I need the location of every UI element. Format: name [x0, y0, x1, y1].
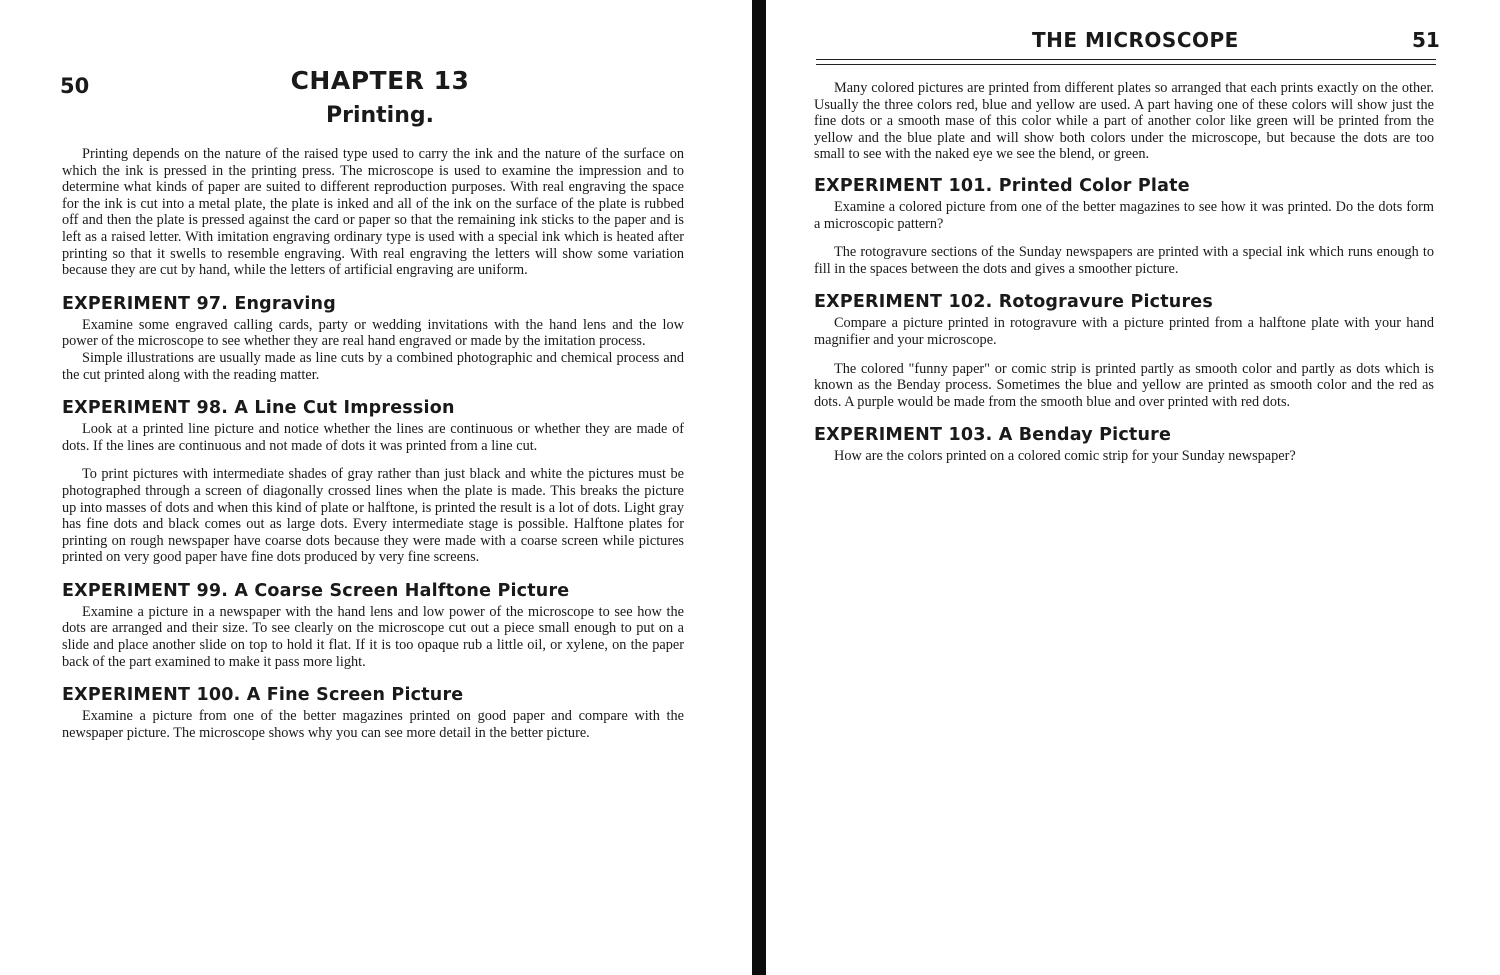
- experiment-103-text: How are the colors printed on a colored comic strip for your Sunday newspaper?: [834, 448, 1296, 465]
- experiment-99-text: Examine a picture in a newspaper with the hand lens and low power of the microscope to see how the dots are arranged and their size. To see clearly on the microscope cut out a piece small enough to put on a slide and place another slide on top to hold it flat. If it is too opaque rub a little oil, or xylene, on the paper back of the part examined to make it pass more light.: [62, 603, 684, 670]
- experiment-101-text: Examine a colored picture from one of the better magazines to see how it was printed. Do the dots form a microscopic pattern?: [814, 198, 1434, 232]
- experiment-102-heading: EXPERIMENT 102. Rotogravure Pictures: [814, 292, 1213, 313]
- page-number-right: 51: [1412, 28, 1440, 52]
- header-rule-top: [816, 59, 1436, 60]
- benday-paragraph: The colored "funny paper" or comic strip is printed partly as smooth color and partly as dots which is known as the Benday process. Sometimes the blue and yellow are printed as smooth color and the red as dots. A purple would be made from the smooth blue and over printed with red dots.: [814, 360, 1434, 410]
- experiment-100-heading: EXPERIMENT 100. A Fine Screen Picture: [62, 685, 464, 706]
- right-page: [766, 0, 1500, 975]
- experiment-101-heading: EXPERIMENT 101. Printed Color Plate: [814, 175, 1190, 196]
- experiment-98-text: Look at a printed line picture and notice whether the lines are continuous or whether they are made of dots. If the lines are continuous and not made of dots it was printed from a line cut.: [62, 421, 684, 454]
- experiment-99-heading: EXPERIMENT 99. A Coarse Screen Halftone Picture: [62, 580, 570, 601]
- page-number-left: 50: [60, 74, 90, 98]
- left-text-column: [62, 146, 684, 741]
- header-rule-bottom: [816, 64, 1436, 65]
- experiment-100-text: Examine a picture from one of the better magazines printed on good paper and compare with the newspaper picture. The microscope shows why you can see more detail in the better picture.: [62, 708, 684, 741]
- chapter-title: CHAPTER 13: [290, 66, 470, 95]
- experiment-97-note: Simple illustrations are usually made as line cuts by a combined photographic and chemical process and the cut printed along with the reading matter.: [62, 349, 684, 383]
- color-plates-paragraph: Many colored pictures are printed from different plates so arranged that each prints exactly on the other. Usually the three colors red, blue and yellow are used. A part having one of these colors will show just the fine dots or a smooth mase of this color while a part of another color like green will be printed from the yellow and the blue plate and will show both colors under the microscope, but because the dots are too small to see with the naked eye we see the blend, or green.: [814, 80, 1434, 163]
- experiment-103-heading: EXPERIMENT 103. A Benday Picture: [814, 425, 1172, 446]
- chapter-subtitle: Printing.: [325, 103, 434, 128]
- experiment-98-heading: EXPERIMENT 98. A Line Cut Impression: [62, 398, 455, 419]
- experiment-102-text: Compare a picture printed in rotogravure with a picture printed from a halftone plate with your hand magnifier and your microscope.: [814, 315, 1434, 348]
- book-gutter: [752, 0, 766, 975]
- experiment-97-heading: EXPERIMENT 97. Engraving: [62, 293, 336, 314]
- experiment-97-text: Examine some engraved calling cards, party or wedding invitations with the hand lens and the low power of the microscope to see whether they are real hand engraved or made by the imitation process.: [62, 316, 684, 350]
- running-head: THE MICROSCOPE: [1032, 28, 1239, 52]
- rotogravure-paragraph: The rotogravure sections of the Sunday newspapers are printed with a special ink which runs enough to fill in the spaces between the dots and gives a smoother picture.: [814, 244, 1434, 277]
- right-text-column: [814, 80, 1434, 465]
- halftone-paragraph: To print pictures with intermediate shades of gray rather than just black and white the pictures must be photographed through a screen of diagonally crossed lines when the plate is made. This breaks the picture up into masses of dots and when this kind of plate or halftone, is printed the result is a lot of dots. Light gray has fine dots and black comes out as large dots. Every intermediate stage is possible. Halftone plates for printing on rough newspaper have coarse dots because they were made with a coarse screen while pictures printed on very good paper have fine dots produced by very fine screens.: [62, 466, 684, 566]
- intro-paragraph: Printing depends on the nature of the raised type used to carry the ink and the nature of the surface on which the ink is pressed in the printing press. The microscope is used to examine the impression and to determine what kinds of paper are suited to different reproduction purposes. With real engraving the space for the ink is cut into a metal plate, the plate is inked and all of the ink on the surface of the plate is rubbed off and then the plate is pressed against the card or paper so that the remaining ink sticks to the paper and is left as a raised letter. With imitation engraving ordinary type is used with a special ink which is heated after printing so that it swells to resemble engraving. With real engraving the letters will show some variation because they are cut by hand, while the letters of artificial engraving are uniform.: [62, 146, 684, 279]
